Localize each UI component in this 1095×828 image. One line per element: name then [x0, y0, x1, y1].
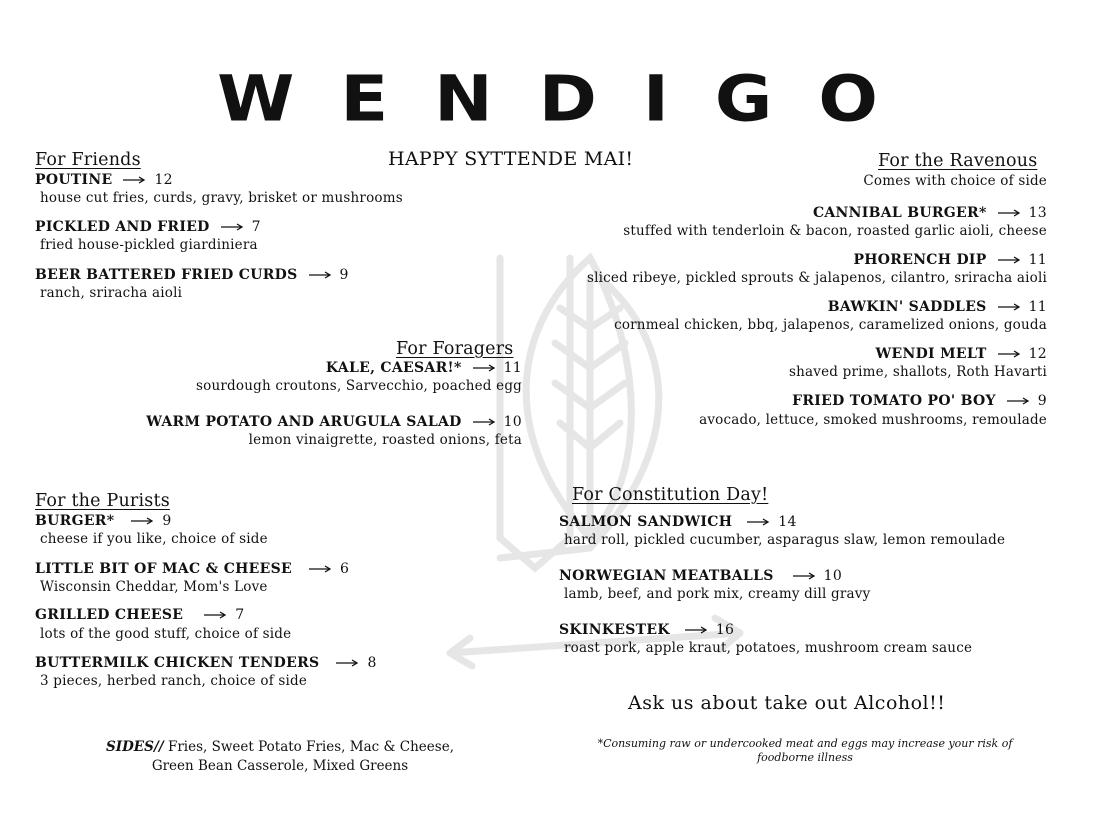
item-price: 7 [251, 219, 261, 235]
item-description: cornmeal chicken, bbq, jalapenos, caramelized onions, gouda [614, 317, 1047, 333]
arrow-icon [997, 299, 1021, 315]
menu-item [35, 655, 377, 671]
section-heading-friends: For Friends [35, 150, 141, 170]
item-price: 16 [715, 622, 735, 638]
item-name: KALE, CAESAR!* [325, 360, 462, 376]
item-description: sourdough croutons, Sarvecchio, poached egg [196, 378, 522, 394]
menu-item [559, 514, 797, 530]
menu-item [35, 172, 173, 188]
menu-item [853, 252, 1047, 268]
menu-item [326, 360, 522, 376]
menu-item [828, 299, 1047, 315]
item-description: house cut fries, curds, gravy, brisket or mushrooms [40, 190, 403, 206]
item-description: fried house-pickled giardiniera [40, 237, 258, 253]
item-description: cheese if you like, choice of side [40, 531, 268, 547]
disclaimer-line-2: foodborne illness [757, 751, 853, 764]
menu-item [35, 513, 172, 529]
item-name: NORWEGIAN MEATBALLS [559, 568, 774, 584]
item-name: SKINKESTEK [559, 622, 670, 638]
takeout-notice: Ask us about take out Alcohol!! [628, 692, 946, 714]
menu-item [35, 267, 349, 283]
item-description: ranch, sriracha aioli [40, 285, 183, 301]
item-description: lemon vinaigrette, roasted onions, feta [248, 432, 522, 448]
logo: WENDIGO [217, 62, 924, 136]
item-price: 11 [503, 360, 522, 376]
arrow-icon [472, 414, 496, 430]
arrow-icon [746, 514, 770, 530]
item-name: BAWKIN' SADDLES [827, 299, 987, 315]
menu-item [559, 568, 842, 584]
arrow-icon [997, 205, 1021, 221]
arrow-icon [122, 172, 146, 188]
item-description: lots of the good stuff, choice of side [40, 626, 292, 642]
menu-item [559, 622, 734, 638]
arrow-icon [472, 360, 496, 376]
item-price: 10 [823, 568, 843, 584]
arrow-icon [335, 655, 359, 671]
special-title: HAPPY SYTTENDE MAI! [388, 148, 634, 170]
item-description: avocado, lettuce, smoked mushrooms, remoulade [699, 412, 1047, 428]
section-heading-foragers: For Foragers [396, 339, 514, 359]
item-name: FRIED TOMATO PO' BOY [792, 393, 996, 409]
item-description: lamb, beef, and pork mix, creamy dill gravy [564, 586, 871, 602]
sides-line-2: Green Bean Casserole, Mixed Greens [151, 758, 409, 774]
item-name: WARM POTATO AND ARUGULA SALAD [146, 414, 462, 430]
item-name: POUTINE [35, 172, 113, 188]
menu-item [146, 414, 522, 430]
menu-item [35, 219, 261, 235]
leaf-arrow-watermark-icon [440, 238, 770, 678]
menu-item [813, 205, 1047, 221]
item-name: CANNIBAL BURGER* [812, 205, 987, 221]
item-description: hard roll, pickled cucumber, asparagus slaw, lemon remoulade [564, 532, 1006, 548]
item-price: 8 [367, 655, 377, 671]
menu-item [35, 561, 349, 577]
arrow-icon [792, 568, 816, 584]
item-description: sliced ribeye, pickled sprouts & jalapenos, cilantro, sriracha aioli [586, 270, 1047, 286]
item-price: 10 [503, 414, 522, 430]
item-name: GRILLED CHEESE [35, 607, 184, 623]
item-price: 7 [235, 607, 245, 623]
item-price: 14 [778, 514, 797, 530]
section-heading-purists: For the Purists [35, 491, 170, 511]
arrow-icon [684, 622, 708, 638]
item-price: 6 [339, 561, 350, 577]
item-price: 11 [1028, 299, 1047, 315]
arrow-icon [130, 513, 154, 529]
item-description: shaved prime, shallots, Roth Havarti [789, 364, 1047, 380]
arrow-icon [1006, 393, 1030, 409]
item-price: 9 [162, 513, 172, 529]
section-subheading: Comes with choice of side [863, 173, 1047, 189]
disclaimer-line-1: *Consuming raw or undercooked meat and eggs may increase your risk of [597, 737, 1013, 750]
item-price: 12 [1028, 346, 1047, 362]
item-name: PHORENCH DIP [853, 252, 987, 268]
item-description: stuffed with tenderloin & bacon, roasted garlic aioli, cheese [623, 223, 1047, 239]
menu-item [792, 393, 1047, 409]
arrow-icon [308, 267, 332, 283]
menu-item [35, 607, 244, 623]
sides-list [60, 738, 500, 776]
sides-line-1: Fries, Sweet Potato Fries, Mac & Cheese, [167, 739, 454, 755]
item-price: 11 [1028, 252, 1047, 268]
item-description: roast pork, apple kraut, potatoes, mushroom cream sauce [564, 640, 973, 656]
item-price: 12 [154, 172, 173, 188]
item-name: BEER BATTERED FRIED CURDS [35, 267, 298, 283]
arrow-icon [997, 346, 1021, 362]
item-name: WENDI MELT [875, 346, 987, 362]
section-heading-constitution: For Constitution Day! [572, 485, 769, 505]
arrow-icon [308, 561, 332, 577]
arrow-icon [997, 252, 1021, 268]
arrow-icon [203, 607, 227, 623]
item-name: LITTLE BIT OF MAC & CHEESE [35, 561, 292, 577]
item-name: BURGER* [35, 513, 115, 529]
item-description: Wisconsin Cheddar, Mom's Love [40, 579, 268, 595]
item-name: BUTTERMILK CHICKEN TENDERS [35, 655, 320, 671]
item-description: 3 pieces, herbed ranch, choice of side [40, 673, 308, 689]
item-price: 13 [1028, 205, 1047, 221]
item-price: 9 [1037, 393, 1047, 409]
item-name: PICKLED AND FRIED [35, 219, 210, 235]
section-heading-ravenous: For the Ravenous [878, 151, 1038, 171]
arrow-icon [220, 219, 244, 235]
item-price: 9 [339, 267, 349, 283]
food-safety-disclaimer [560, 737, 1050, 765]
item-name: SALMON SANDWICH [559, 514, 733, 530]
menu-item [876, 346, 1047, 362]
sides-label: SIDES// [106, 739, 164, 755]
